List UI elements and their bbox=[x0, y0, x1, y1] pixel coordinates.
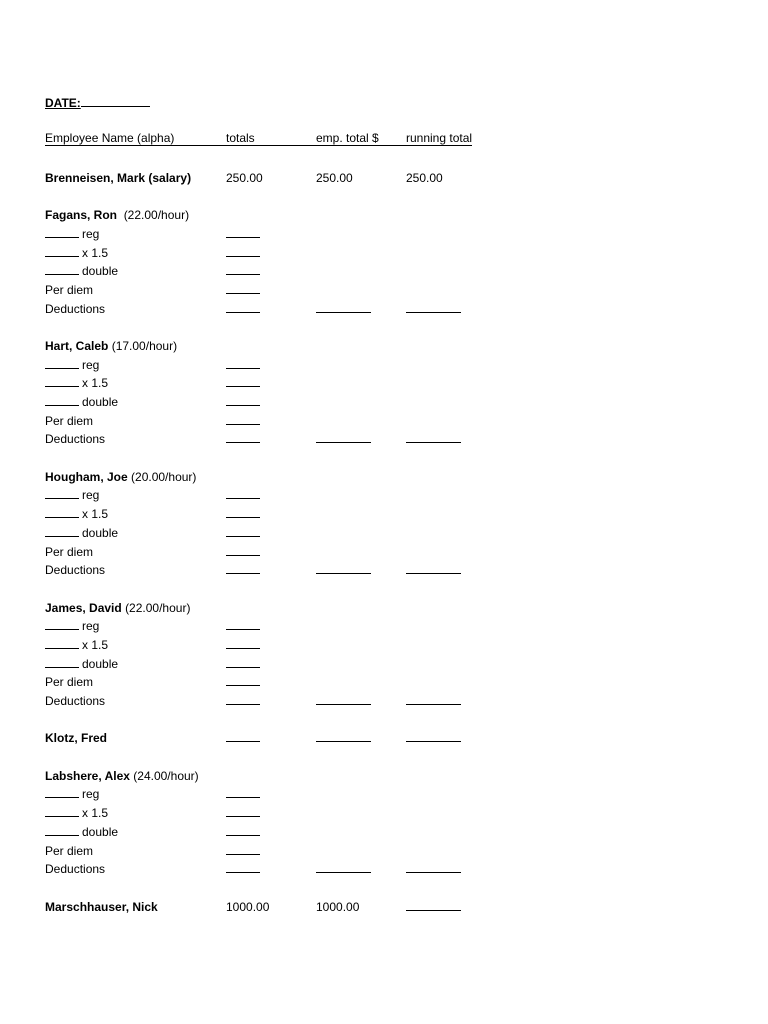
employee-rate: (20.00/hour) bbox=[131, 469, 197, 484]
employee-name: Labshere, Alex bbox=[45, 768, 130, 783]
employee-row-james bbox=[45, 599, 745, 618]
emp-total-blank bbox=[316, 729, 371, 742]
employee-heading bbox=[45, 468, 196, 487]
line-label: x 1.5 bbox=[82, 245, 109, 260]
total-blank bbox=[226, 244, 260, 257]
total-blank bbox=[226, 673, 260, 686]
line-label: reg bbox=[82, 619, 100, 634]
employee-totals: 250.00 bbox=[226, 170, 263, 185]
employee-row-klotz bbox=[45, 729, 745, 748]
running-total-blank bbox=[406, 430, 461, 443]
line-label: double bbox=[82, 525, 119, 540]
hours-blank bbox=[45, 262, 79, 275]
line-per-diem bbox=[45, 412, 745, 431]
hours-blank bbox=[45, 655, 79, 668]
hours-blank bbox=[45, 486, 79, 499]
total-blank bbox=[226, 524, 260, 537]
employee-row-brenneisen bbox=[45, 169, 745, 188]
total-blank bbox=[226, 617, 260, 630]
line-label: Per diem bbox=[45, 675, 94, 690]
running-total-blank bbox=[406, 561, 461, 574]
employee-emp-total: 1000.00 bbox=[316, 899, 360, 914]
employee-rate: (24.00/hour) bbox=[133, 768, 199, 783]
emp-total-blank bbox=[316, 300, 371, 313]
line-label: x 1.5 bbox=[82, 637, 109, 652]
employee-rate: (22.00/hour) bbox=[123, 208, 190, 223]
employee-name: Brenneisen, Mark (salary) bbox=[45, 170, 192, 185]
line-label: Deductions bbox=[45, 563, 106, 578]
hours-blank bbox=[45, 244, 79, 257]
date-row bbox=[45, 94, 745, 113]
total-blank bbox=[226, 412, 260, 425]
line-label: Per diem bbox=[45, 282, 94, 297]
payroll-sheet bbox=[45, 94, 745, 916]
employee-heading bbox=[45, 206, 189, 225]
hours-blank bbox=[45, 356, 79, 369]
hours-blank bbox=[45, 804, 79, 817]
total-blank bbox=[226, 729, 260, 742]
line-label: Deductions bbox=[45, 694, 106, 708]
line-label: Deductions bbox=[45, 432, 106, 447]
line-deductions bbox=[45, 430, 745, 449]
hours-blank bbox=[45, 823, 79, 836]
employee-running-total: 250.00 bbox=[406, 170, 443, 185]
header-emp-total: emp. total $ bbox=[316, 131, 406, 146]
line-label: reg bbox=[82, 787, 100, 802]
total-blank bbox=[226, 655, 260, 668]
line-label: Per diem bbox=[45, 544, 94, 559]
line-x15 bbox=[45, 505, 745, 524]
line-reg bbox=[45, 486, 745, 505]
total-blank bbox=[226, 393, 260, 406]
line-label: Deductions bbox=[45, 862, 106, 877]
emp-total-blank bbox=[316, 692, 371, 705]
date-blank bbox=[81, 94, 150, 107]
date-label: DATE: bbox=[45, 96, 81, 110]
running-total-blank bbox=[406, 729, 461, 742]
line-label: x 1.5 bbox=[82, 507, 109, 522]
line-label: Deductions bbox=[45, 301, 106, 316]
line-label: double bbox=[82, 264, 119, 279]
hours-blank bbox=[45, 374, 79, 387]
header-name: Employee Name (alpha) bbox=[45, 131, 226, 146]
line-reg bbox=[45, 225, 745, 244]
line-deductions bbox=[45, 300, 745, 319]
emp-total-blank bbox=[316, 430, 371, 443]
total-blank bbox=[226, 374, 260, 387]
employee-row-hougham bbox=[45, 468, 745, 487]
hours-blank bbox=[45, 524, 79, 537]
header-totals: totals bbox=[226, 131, 316, 146]
line-per-diem bbox=[45, 842, 745, 861]
line-deductions bbox=[45, 860, 745, 879]
line-x15 bbox=[45, 636, 745, 655]
header-row bbox=[45, 131, 745, 150]
line-double bbox=[45, 262, 745, 281]
hours-blank bbox=[45, 617, 79, 630]
total-blank bbox=[226, 804, 260, 817]
total-blank bbox=[226, 486, 260, 499]
hours-blank bbox=[45, 393, 79, 406]
employee-row-hart bbox=[45, 337, 745, 356]
line-label: double bbox=[82, 824, 119, 839]
line-label: reg bbox=[82, 226, 100, 241]
line-label: reg bbox=[82, 488, 100, 503]
line-x15 bbox=[45, 244, 745, 263]
line-double bbox=[45, 655, 745, 674]
hours-blank bbox=[45, 225, 79, 238]
line-label: double bbox=[82, 656, 119, 671]
employee-emp-total: 250.00 bbox=[316, 170, 353, 185]
line-reg bbox=[45, 785, 745, 804]
line-label: double bbox=[82, 395, 119, 409]
line-x15 bbox=[45, 374, 745, 393]
line-per-diem bbox=[45, 673, 745, 692]
total-blank bbox=[226, 823, 260, 836]
total-blank bbox=[226, 785, 260, 798]
line-label: x 1.5 bbox=[82, 806, 109, 821]
header-running-total: running total bbox=[406, 131, 473, 146]
total-blank bbox=[226, 262, 260, 275]
line-double bbox=[45, 393, 745, 412]
line-reg bbox=[45, 356, 745, 375]
hours-blank bbox=[45, 636, 79, 649]
line-double bbox=[45, 524, 745, 543]
line-x15 bbox=[45, 804, 745, 823]
employee-name: Hougham, Joe bbox=[45, 469, 128, 484]
employee-name: James, David bbox=[45, 600, 122, 615]
line-label: x 1.5 bbox=[82, 376, 109, 391]
hours-blank bbox=[45, 505, 79, 518]
total-blank bbox=[226, 356, 260, 369]
employee-rate: (22.00/hour) bbox=[125, 600, 191, 615]
running-total-blank bbox=[406, 300, 461, 313]
total-blank bbox=[226, 300, 260, 313]
employee-name: Hart, Caleb bbox=[45, 338, 109, 353]
date-field bbox=[45, 94, 150, 113]
emp-total-blank bbox=[316, 561, 371, 574]
total-blank bbox=[226, 842, 260, 855]
line-double bbox=[45, 823, 745, 842]
total-blank bbox=[226, 430, 260, 443]
employee-heading bbox=[45, 337, 177, 356]
total-blank bbox=[226, 636, 260, 649]
employee-rate: (17.00/hour) bbox=[111, 338, 178, 353]
total-blank bbox=[226, 860, 260, 873]
total-blank bbox=[226, 505, 260, 518]
running-total-blank bbox=[406, 898, 461, 911]
line-per-diem bbox=[45, 543, 745, 562]
line-label: reg bbox=[82, 357, 100, 372]
employee-row-fagans bbox=[45, 206, 745, 225]
line-deductions bbox=[45, 561, 745, 580]
employee-totals: 1000.00 bbox=[226, 899, 270, 914]
total-blank bbox=[226, 692, 260, 705]
employee-name: Fagans, Ron bbox=[45, 208, 118, 223]
employee-heading bbox=[45, 767, 199, 786]
total-blank bbox=[226, 561, 260, 574]
line-deductions bbox=[45, 692, 745, 711]
hours-blank bbox=[45, 785, 79, 798]
running-total-blank bbox=[406, 860, 461, 873]
emp-total-blank bbox=[316, 860, 371, 873]
line-reg bbox=[45, 617, 745, 636]
total-blank bbox=[226, 543, 260, 556]
employee-name: Marschhauser, Nick bbox=[45, 899, 158, 914]
total-blank bbox=[226, 281, 260, 294]
total-blank bbox=[226, 225, 260, 238]
line-label: Per diem bbox=[45, 843, 94, 858]
employee-name: Klotz, Fred bbox=[45, 731, 107, 746]
employee-heading bbox=[45, 599, 190, 618]
running-total-blank bbox=[406, 692, 461, 705]
employee-row-labshere bbox=[45, 767, 745, 786]
employee-row-marschhauser bbox=[45, 898, 745, 917]
line-per-diem bbox=[45, 281, 745, 300]
line-label: Per diem bbox=[45, 413, 94, 428]
